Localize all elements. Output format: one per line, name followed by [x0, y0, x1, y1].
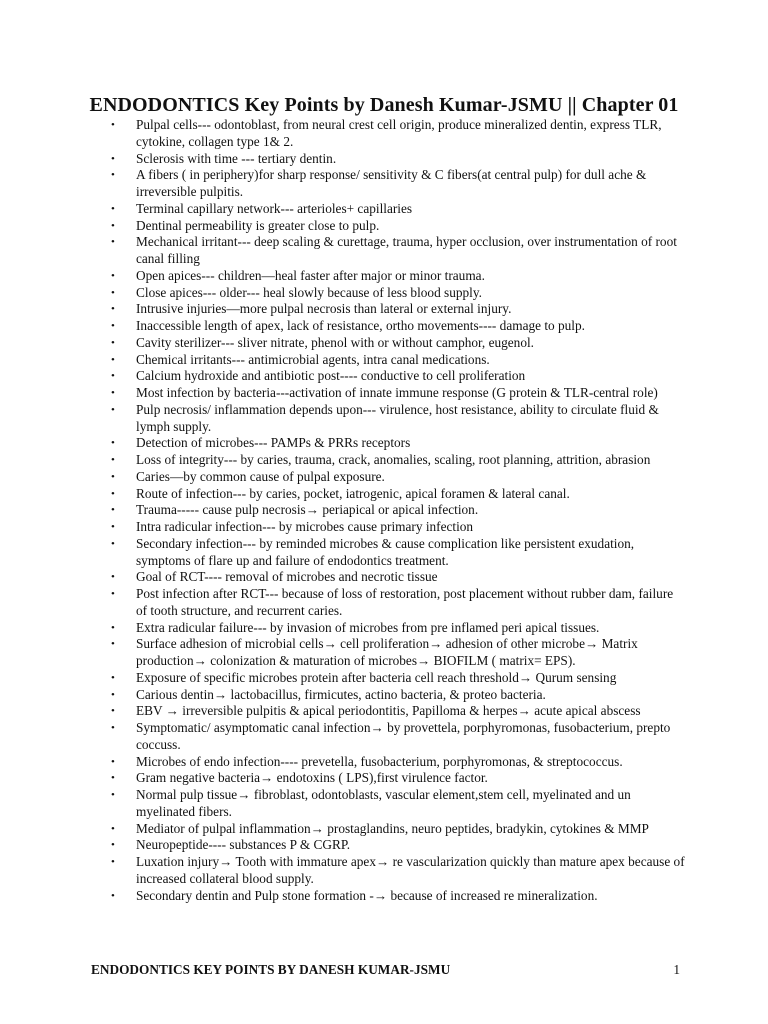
key-point-text: Trauma----- cause pulp necrosis→ periapical or apical infection. [136, 502, 479, 518]
key-point-item [111, 753, 686, 771]
key-point-text: Sclerosis with time --- tertiary dentin. [136, 150, 337, 166]
key-points-list [111, 117, 686, 904]
key-point-item [111, 854, 686, 888]
bullet-icon: • [111, 571, 115, 584]
bullet-icon: • [111, 370, 115, 383]
bullet-icon: • [111, 537, 115, 550]
key-point-text: Most infection by bacteria---activation of innate immune response (G protein & TLR-central role) [136, 385, 658, 400]
key-point-text: Inaccessible length of apex, lack of resistance, ortho movements---- damage to pulp. [136, 318, 585, 333]
key-point-text: Caries—by common cause of pulpal exposure. [136, 468, 385, 484]
key-point-item [111, 301, 686, 318]
key-point-text: Cavity sterilizer--- sliver nitrate, phenol with or without camphor, eugenol. [136, 334, 534, 350]
bullet-icon: • [111, 119, 115, 131]
key-point-text: Pulp necrosis/ inflammation depends upon--- virulence, host resistance, ability to circulate fluid & lymph supply. [136, 401, 659, 434]
key-point-text: Chemical irritants--- antimicrobial agents, intra canal medications. [136, 351, 490, 367]
bullet-icon: • [111, 789, 115, 801]
bullet-icon: • [111, 470, 115, 483]
key-point-text: Surface adhesion of microbial cells→ cell proliferation→ adhesion of other microbe→ Matrix production→ colonization & maturation of microbes→ BIOFILM ( matrix= EPS). [136, 636, 638, 668]
bullet-icon: • [111, 437, 115, 450]
bullet-icon: • [111, 269, 115, 282]
key-point-text: Pulpal cells--- odontoblast, from neural crest cell origin, produce mineralized dentin, express TLR, cytokine, collagen type 1& 2. [136, 117, 662, 149]
key-point-item [111, 703, 686, 720]
key-point-text: Route of infection--- by caries, pocket, iatrogenic, apical foramen & lateral canal. [136, 485, 570, 501]
key-point-text: Mediator of pulpal inflammation→ prostaglandins, neuro peptides, bradykin, cytokines & MMP [136, 820, 649, 836]
bullet-icon: • [111, 621, 115, 634]
key-point-text: Neuropeptide---- substances P & CGRP. [136, 837, 351, 853]
key-point-text: Carious dentin→ lactobacillus, firmicutes, actino bacteria, & proteo bacteria. [136, 686, 546, 702]
key-point-item [111, 887, 686, 905]
bullet-icon: • [111, 320, 115, 332]
key-point-text: Dentinal permeability is greater close to pulp. [136, 217, 380, 233]
key-point-text: Calcium hydroxide and antibiotic post---- conductive to cell proliferation [136, 368, 526, 384]
key-point-text: Goal of RCT---- removal of microbes and necrotic tissue [136, 569, 438, 585]
key-point-item [111, 837, 686, 854]
key-point-item [111, 167, 686, 201]
key-point-text: Mechanical irritant--- deep scaling & curettage, trauma, hyper occlusion, over instrumentation of root canal filling [136, 234, 677, 266]
key-point-item [111, 435, 686, 452]
key-point-text: Open apices--- children—heal faster after major or minor trauma. [136, 267, 485, 283]
bullet-icon: • [111, 169, 115, 182]
bullet-icon: • [111, 504, 115, 517]
page-footer [91, 962, 680, 978]
key-point-item [111, 787, 686, 821]
key-point-text: Secondary infection--- by reminded microbes & cause complication like persistent exudation, symptoms of flare up and failure of endodontics treatment. [136, 535, 635, 568]
key-point-item [111, 720, 686, 754]
key-point-text: Loss of integrity--- by caries, trauma, crack, anomalies, scaling, root planning, attrition, abrasion [136, 452, 651, 467]
bullet-icon: • [111, 755, 115, 768]
bullet-icon: • [111, 219, 115, 232]
key-point-item [111, 770, 686, 787]
bullet-icon: • [111, 286, 115, 299]
bullet-icon: • [111, 688, 115, 701]
key-point-item [111, 267, 686, 285]
bullet-icon: • [111, 487, 115, 500]
bullet-icon: • [111, 638, 115, 651]
key-point-item [111, 401, 686, 436]
bullet-icon: • [111, 722, 115, 734]
page-title: ENDODONTICS Key Points by Danesh Kumar-JSMU || Chapter 01 [89, 94, 679, 116]
key-point-item [111, 468, 686, 486]
key-point-item [111, 519, 686, 536]
key-point-text: Gram negative bacteria→ endotoxins ( LPS),first virulence factor. [136, 770, 488, 786]
key-point-text: Secondary dentin and Pulp stone formation -→ because of increased re mineralization. [136, 887, 598, 903]
key-point-item [111, 117, 686, 151]
key-point-item [111, 485, 686, 503]
bullet-icon: • [111, 772, 115, 785]
key-point-item [111, 385, 686, 402]
key-point-item [111, 200, 686, 218]
bullet-icon: • [111, 839, 115, 852]
key-point-text: Intrusive injuries—more pulpal necrosis than lateral or external injury. [136, 301, 512, 317]
key-point-item [111, 318, 686, 335]
key-point-item [111, 351, 686, 369]
bullet-icon: • [111, 856, 115, 868]
bullet-icon: • [111, 353, 115, 366]
key-point-item [111, 619, 686, 637]
key-point-item [111, 569, 686, 586]
bullet-icon: • [111, 889, 115, 902]
bullet-icon: • [111, 202, 115, 215]
key-point-item [111, 535, 686, 570]
key-point-text: Extra radicular failure--- by invasion of microbes from pre inflamed peri apical tissues. [136, 619, 600, 635]
key-point-text: Detection of microbes--- PAMPs & PRRs receptors [136, 435, 411, 451]
bullet-icon: • [111, 588, 115, 600]
key-point-item [111, 502, 686, 519]
key-point-item [111, 820, 686, 838]
bullet-icon: • [111, 671, 115, 684]
bullet-icon: • [111, 454, 115, 466]
bullet-icon: • [111, 822, 115, 835]
key-point-text: Terminal capillary network--- arterioles+ capillaries [136, 200, 413, 216]
key-point-text: Intra radicular infection--- by microbes cause primary infection [136, 519, 474, 534]
bullet-icon: • [111, 152, 115, 165]
key-point-item [111, 284, 686, 302]
footer-text: ENDODONTICS KEY POINTS BY DANESH KUMAR-JSMU [91, 962, 451, 977]
key-point-text: Luxation injury→ Tooth with immature apex→ re vascularization quickly than mature apex because of increased collateral blood supply. [136, 854, 685, 886]
bullet-icon: • [111, 303, 115, 316]
key-point-text: Exposure of specific microbes protein after bacteria cell reach threshold→ Qurum sensing [136, 669, 617, 685]
key-point-text: Normal pulp tissue→ fibroblast, odontoblasts, vascular element,stem cell, myelinated and un myelinated fibers. [136, 787, 631, 819]
key-point-item [111, 234, 686, 268]
bullet-icon: • [111, 521, 115, 533]
key-point-item [111, 217, 686, 235]
bullet-icon: • [111, 236, 115, 249]
key-point-item [111, 452, 686, 469]
key-point-item [111, 636, 686, 670]
bullet-icon: • [111, 705, 115, 718]
key-point-text: EBV → irreversible pulpitis & apical periodontitis, Papilloma & herpes→ acute apical abscess [136, 703, 641, 719]
key-point-text: A fibers ( in periphery)for sharp response/ sensitivity & C fibers(at central pulp) for dull ache & irreversible pulpitis. [136, 167, 647, 199]
bullet-icon: • [111, 336, 115, 349]
page-number: 1 [673, 962, 680, 977]
bullet-icon: • [111, 387, 115, 399]
key-point-item [111, 686, 686, 704]
key-point-item [111, 150, 686, 168]
key-point-text: Close apices--- older--- heal slowly because of less blood supply. [136, 284, 482, 300]
key-point-text: Post infection after RCT--- because of loss of restoration, post placement without rubber dam, failure of tooth structure, and recurrent caries. [136, 586, 674, 618]
key-point-item [111, 586, 686, 620]
key-point-item [111, 368, 686, 385]
key-point-item [111, 669, 686, 687]
key-point-text: Microbes of endo infection---- prevetella, fusobacterium, porphyromonas, & streptococcus. [136, 753, 623, 769]
key-point-text: Symptomatic/ asymptomatic canal infection→ by provettela, porphyromonas, fusobacterium, prepto coccuss. [136, 720, 671, 752]
key-point-item [111, 334, 686, 352]
bullet-icon: • [111, 403, 115, 416]
